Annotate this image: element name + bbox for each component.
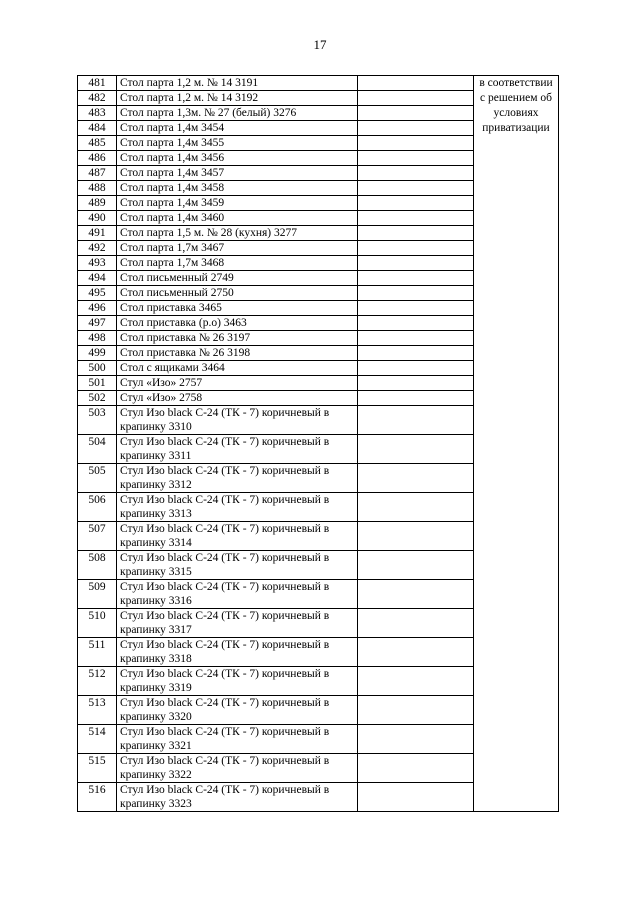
item-name: Стол приставка 3465	[117, 301, 358, 316]
row-number: 505	[78, 464, 117, 493]
empty-cell	[358, 241, 474, 256]
row-number: 485	[78, 136, 117, 151]
empty-cell	[358, 121, 474, 136]
item-name: Стол парта 1,7м 3468	[117, 256, 358, 271]
empty-cell	[358, 196, 474, 211]
row-number: 496	[78, 301, 117, 316]
item-name: Стул «Изо» 2758	[117, 391, 358, 406]
item-name: Стул Изо black С-24 (ТК - 7) коричневый в крапинку 3321	[117, 725, 358, 754]
empty-cell	[358, 91, 474, 106]
row-number: 513	[78, 696, 117, 725]
item-name: Стул Изо black С-24 (ТК - 7) коричневый в крапинку 3310	[117, 406, 358, 435]
item-name: Стол парта 1,2 м. № 14 3192	[117, 91, 358, 106]
row-number: 507	[78, 522, 117, 551]
row-number: 486	[78, 151, 117, 166]
empty-cell	[358, 493, 474, 522]
empty-cell	[358, 181, 474, 196]
item-name: Стул Изо black С-24 (ТК - 7) коричневый в крапинку 3317	[117, 609, 358, 638]
row-number: 502	[78, 391, 117, 406]
item-name: Стол приставка (р.о) 3463	[117, 316, 358, 331]
empty-cell	[358, 667, 474, 696]
item-name: Стол парта 1,5 м. № 28 (кухня) 3277	[117, 226, 358, 241]
empty-cell	[358, 316, 474, 331]
empty-cell	[358, 286, 474, 301]
item-name: Стол парта 1,4м 3460	[117, 211, 358, 226]
item-name: Стул Изо black С-24 (ТК - 7) коричневый в крапинку 3323	[117, 783, 358, 812]
empty-cell	[358, 331, 474, 346]
row-number: 516	[78, 783, 117, 812]
row-number: 492	[78, 241, 117, 256]
row-number: 504	[78, 435, 117, 464]
row-number: 493	[78, 256, 117, 271]
row-number: 490	[78, 211, 117, 226]
item-name: Стол письменный 2750	[117, 286, 358, 301]
empty-cell	[358, 301, 474, 316]
item-name: Стул Изо black С-24 (ТК - 7) коричневый в крапинку 3319	[117, 667, 358, 696]
item-name: Стул «Изо» 2757	[117, 376, 358, 391]
item-name: Стул Изо black С-24 (ТК - 7) коричневый в крапинку 3320	[117, 696, 358, 725]
item-name: Стол парта 1,4м 3458	[117, 181, 358, 196]
item-name: Стул Изо black С-24 (ТК - 7) коричневый в крапинку 3312	[117, 464, 358, 493]
item-name: Стол парта 1,4м 3457	[117, 166, 358, 181]
empty-cell	[358, 406, 474, 435]
row-number: 503	[78, 406, 117, 435]
row-number: 499	[78, 346, 117, 361]
row-number: 511	[78, 638, 117, 667]
row-number: 501	[78, 376, 117, 391]
empty-cell	[358, 151, 474, 166]
item-name: Стол парта 1,4м 3456	[117, 151, 358, 166]
row-number: 495	[78, 286, 117, 301]
row-number: 488	[78, 181, 117, 196]
row-number: 483	[78, 106, 117, 121]
row-number: 510	[78, 609, 117, 638]
empty-cell	[358, 638, 474, 667]
empty-cell	[358, 580, 474, 609]
empty-cell	[358, 376, 474, 391]
item-name: Стол с ящиками 3464	[117, 361, 358, 376]
row-number: 482	[78, 91, 117, 106]
item-name: Стол парта 1,4м 3454	[117, 121, 358, 136]
empty-cell	[358, 754, 474, 783]
empty-cell	[358, 226, 474, 241]
item-name: Стул Изо black С-24 (ТК - 7) коричневый в крапинку 3315	[117, 551, 358, 580]
row-number: 512	[78, 667, 117, 696]
item-name: Стул Изо black С-24 (ТК - 7) коричневый в крапинку 3311	[117, 435, 358, 464]
row-number: 491	[78, 226, 117, 241]
empty-cell	[358, 696, 474, 725]
row-number: 500	[78, 361, 117, 376]
row-number: 484	[78, 121, 117, 136]
empty-cell	[358, 76, 474, 91]
row-number: 514	[78, 725, 117, 754]
empty-cell	[358, 435, 474, 464]
item-name: Стул Изо black С-24 (ТК - 7) коричневый в крапинку 3318	[117, 638, 358, 667]
row-number: 494	[78, 271, 117, 286]
item-name: Стол парта 1,4м 3459	[117, 196, 358, 211]
item-name: Стол парта 1,7м 3467	[117, 241, 358, 256]
item-name: Стол парта 1,3м. № 27 (белый) 3276	[117, 106, 358, 121]
item-name: Стул Изо black С-24 (ТК - 7) коричневый в крапинку 3316	[117, 580, 358, 609]
item-name: Стол письменный 2749	[117, 271, 358, 286]
item-name: Стол приставка № 26 3197	[117, 331, 358, 346]
empty-cell	[358, 464, 474, 493]
empty-cell	[358, 346, 474, 361]
item-name: Стул Изо black С-24 (ТК - 7) коричневый в крапинку 3313	[117, 493, 358, 522]
inventory-table-body	[78, 76, 559, 812]
inventory-table	[77, 75, 559, 812]
row-number: 498	[78, 331, 117, 346]
empty-cell	[358, 783, 474, 812]
item-name: Стол парта 1,4м 3455	[117, 136, 358, 151]
empty-cell	[358, 725, 474, 754]
empty-cell	[358, 271, 474, 286]
empty-cell	[358, 256, 474, 271]
item-name: Стол парта 1,2 м. № 14 3191	[117, 76, 358, 91]
empty-cell	[358, 211, 474, 226]
empty-cell	[358, 361, 474, 376]
item-name: Стул Изо black С-24 (ТК - 7) коричневый в крапинку 3314	[117, 522, 358, 551]
item-name: Стол приставка № 26 3198	[117, 346, 358, 361]
privatization-basis: в соответствии с решением об условиях приватизации	[474, 76, 559, 812]
table-row	[78, 76, 559, 91]
empty-cell	[358, 106, 474, 121]
row-number: 515	[78, 754, 117, 783]
row-number: 508	[78, 551, 117, 580]
empty-cell	[358, 166, 474, 181]
empty-cell	[358, 609, 474, 638]
empty-cell	[358, 391, 474, 406]
item-name: Стул Изо black С-24 (ТК - 7) коричневый в крапинку 3322	[117, 754, 358, 783]
row-number: 481	[78, 76, 117, 91]
page-number: 17	[313, 37, 327, 52]
empty-cell	[358, 136, 474, 151]
row-number: 506	[78, 493, 117, 522]
row-number: 509	[78, 580, 117, 609]
row-number: 497	[78, 316, 117, 331]
row-number: 487	[78, 166, 117, 181]
row-number: 489	[78, 196, 117, 211]
empty-cell	[358, 551, 474, 580]
empty-cell	[358, 522, 474, 551]
